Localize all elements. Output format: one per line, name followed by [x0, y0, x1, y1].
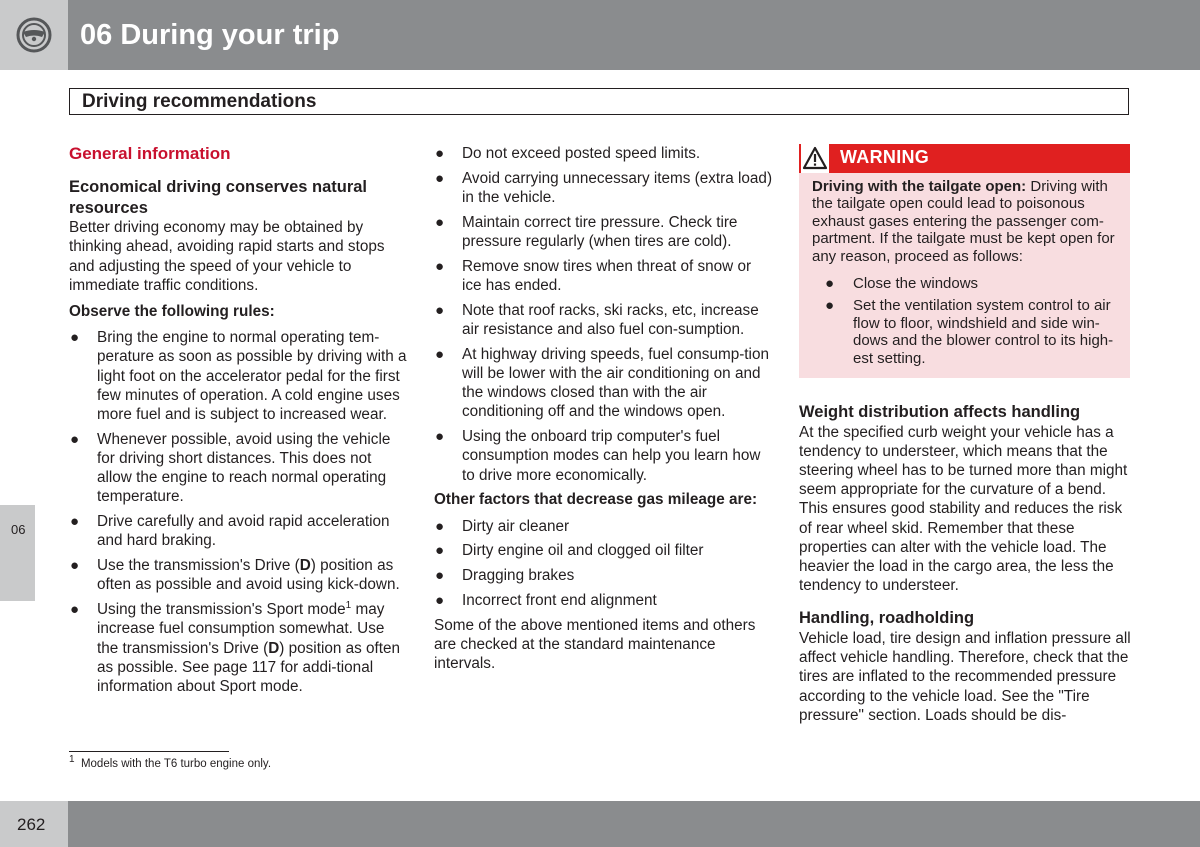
list-item-text: At highway driving speeds, fuel consump-tion will be lower with the air conditioning on and the windows closed than with the air conditioning off and the windows open.	[462, 345, 769, 421]
footnote-text: Models with the T6 turbo engine only.	[80, 758, 272, 770]
header-icon-box	[0, 0, 68, 70]
warning-text: Driving with the tailgate open could lead to poisonous exhaust gases entering the passenger com-partment. If the tailgate must be kept open for any reason, proceed as follows:	[812, 178, 1115, 265]
heading-economical-driving: Economical driving conserves natural resources	[69, 178, 368, 217]
bullet-icon: ●	[435, 145, 445, 162]
list-item-text: Bring the engine to normal operating tem-perature as soon as possible by driving with a light foot on the accelerator pedal for the first few minutes of operation. A cold engine uses more fuel and is subject to increased wear.	[97, 329, 407, 424]
warning-paragraph	[812, 178, 1118, 265]
spacer	[799, 595, 1133, 608]
bullet-icon: ●	[435, 345, 445, 363]
heading-weight-distribution: Weight distribution affects handling	[799, 403, 1081, 422]
list-item	[69, 556, 407, 594]
list-item-text: Note that roof racks, ski racks, etc, increase air resistance and also fuel con-sumption.	[462, 301, 759, 338]
warning-body	[799, 173, 1130, 367]
bullet-icon: ●	[435, 257, 445, 275]
bullet-icon: ●	[70, 430, 80, 448]
list-item-text: Use the transmission's Drive (	[97, 557, 300, 575]
warning-list	[812, 275, 1118, 367]
list-item	[434, 517, 774, 536]
list-item	[434, 257, 774, 295]
list-item	[434, 301, 774, 339]
bullet-icon: ●	[435, 592, 445, 609]
list-item-text: ) position as often as possible and avoid using kick-down.	[97, 557, 400, 594]
closing-paragraph: Some of the above mentioned items and others are checked at the standard maintenance intervals.	[434, 616, 756, 673]
list-item-text: Do not exceed posted speed limits.	[462, 145, 701, 162]
list-item-text: Using the onboard trip computer's fuel consumption modes can help you learn how to drive more economically.	[462, 428, 761, 484]
column-2	[434, 144, 774, 673]
intro-paragraph: Better driving economy may be obtained by thinking ahead, avoiding rapid starts and stops and adjusting the speed of your vehicle to immediate traffic conditions.	[69, 219, 385, 294]
list-item-text: Close the windows	[853, 275, 979, 293]
warning-lead: Driving with the tailgate open:	[812, 178, 1027, 195]
footnote-marker: 1	[69, 754, 75, 766]
economy-tips-list	[434, 144, 774, 485]
list-item	[812, 297, 1118, 367]
bullet-icon: ●	[825, 275, 835, 293]
list-item	[434, 213, 774, 251]
bullet-icon: ●	[70, 557, 80, 575]
footnote-divider	[69, 751, 229, 752]
rules-heading: Observe the following rules:	[69, 303, 275, 321]
list-item-text: Dirty engine oil and clogged oil filter	[462, 542, 704, 560]
factors-heading: Other factors that decrease gas mileage are:	[434, 491, 758, 509]
bullet-icon: ●	[435, 567, 445, 585]
list-item-text: Set the ventilation system control to air flow to floor, windshield and side win-dows and the blower control to its high-est setting.	[853, 297, 1114, 367]
list-item-text: ) position as often as possible. See page 117 for addi-tional information about Sport mode.	[97, 639, 401, 696]
bullet-icon: ●	[435, 428, 445, 446]
bullet-icon: ●	[70, 329, 80, 347]
list-item	[434, 427, 774, 485]
list-item-text: Avoid carrying unnecessary items (extra load) in the vehicle.	[462, 169, 773, 206]
list-item	[69, 600, 407, 696]
chapter-side-tab	[0, 505, 35, 601]
list-item	[434, 566, 774, 585]
drive-mode-letter: D	[268, 639, 280, 657]
list-item-text: Incorrect front end alignment	[462, 592, 657, 609]
chapter-title: 06 During your trip	[80, 19, 340, 51]
footnote	[69, 754, 272, 770]
list-item	[69, 328, 407, 424]
list-item-text: Using the transmission's Sport mode	[97, 601, 346, 619]
factors-list	[434, 517, 774, 611]
column-3	[799, 144, 1133, 725]
bullet-icon: ●	[70, 601, 80, 619]
section-title-box	[69, 88, 1129, 115]
footnote-marker: 1	[345, 600, 352, 612]
list-item-text: Remove snow tires when threat of snow or ice has ended.	[462, 257, 752, 294]
list-item-text: Drive carefully and avoid rapid acceleration and hard braking.	[97, 513, 390, 550]
warning-header	[799, 144, 1130, 173]
heading-handling: Handling, roadholding	[799, 609, 975, 628]
handling-paragraph: Vehicle load, tire design and inflation pressure all affect vehicle handling. Therefore, check that the tires are inflated to the recommended pressure according to the vehicle load. See the "Tire pressure" section. Loads should be dis-	[799, 629, 1131, 724]
column-1	[69, 144, 407, 702]
warning-triangle-icon	[801, 144, 829, 173]
rules-list	[69, 328, 407, 696]
bullet-icon: ●	[435, 301, 445, 319]
list-item	[69, 512, 407, 550]
side-tab-label: 06	[11, 522, 26, 537]
list-item-text: Whenever possible, avoid using the vehicle for driving short distances. This does not allow the engine to reach normal operating temperature.	[97, 430, 391, 506]
bullet-icon: ●	[435, 213, 445, 231]
list-item	[434, 144, 774, 163]
bullet-icon: ●	[435, 517, 445, 535]
bullet-icon: ●	[70, 513, 80, 531]
list-item	[434, 541, 774, 560]
section-title: Driving recommendations	[82, 91, 317, 112]
warning-box	[799, 144, 1130, 378]
warning-label: WARNING	[840, 147, 930, 167]
list-item-text: may increase fuel consumption somewhat. Use the transmission's Drive (	[97, 601, 385, 657]
drive-mode-letter: D	[299, 557, 311, 575]
subtitle-general-information: General information	[69, 144, 231, 163]
list-item-text: Dirty air cleaner	[462, 517, 570, 535]
weight-paragraph: At the specified curb weight your vehicle has a tendency to understeer, which means that the steering wheel has to be turned more than might seem appropriate for the curvature of a bend. This ensures good stability and reduces the risk of rear wheel skid. Remember that these properties can alter with the vehicle load. The heavier the load in the cargo area, the less the tendency to understeer.	[799, 423, 1128, 595]
list-item	[434, 345, 774, 422]
page-number: 262	[17, 815, 46, 834]
steering-wheel-icon	[0, 0, 68, 70]
list-item	[69, 430, 407, 507]
list-item	[812, 275, 1118, 292]
list-item	[434, 591, 774, 610]
bullet-icon: ●	[825, 297, 835, 315]
footer-bar	[0, 801, 1200, 847]
bullet-icon: ●	[435, 169, 445, 187]
bullet-icon: ●	[435, 542, 445, 560]
list-item	[434, 169, 774, 207]
list-item-text: Maintain correct tire pressure. Check tire pressure regularly (when tires are cold).	[462, 213, 738, 250]
list-item-text: Dragging brakes	[462, 567, 575, 585]
